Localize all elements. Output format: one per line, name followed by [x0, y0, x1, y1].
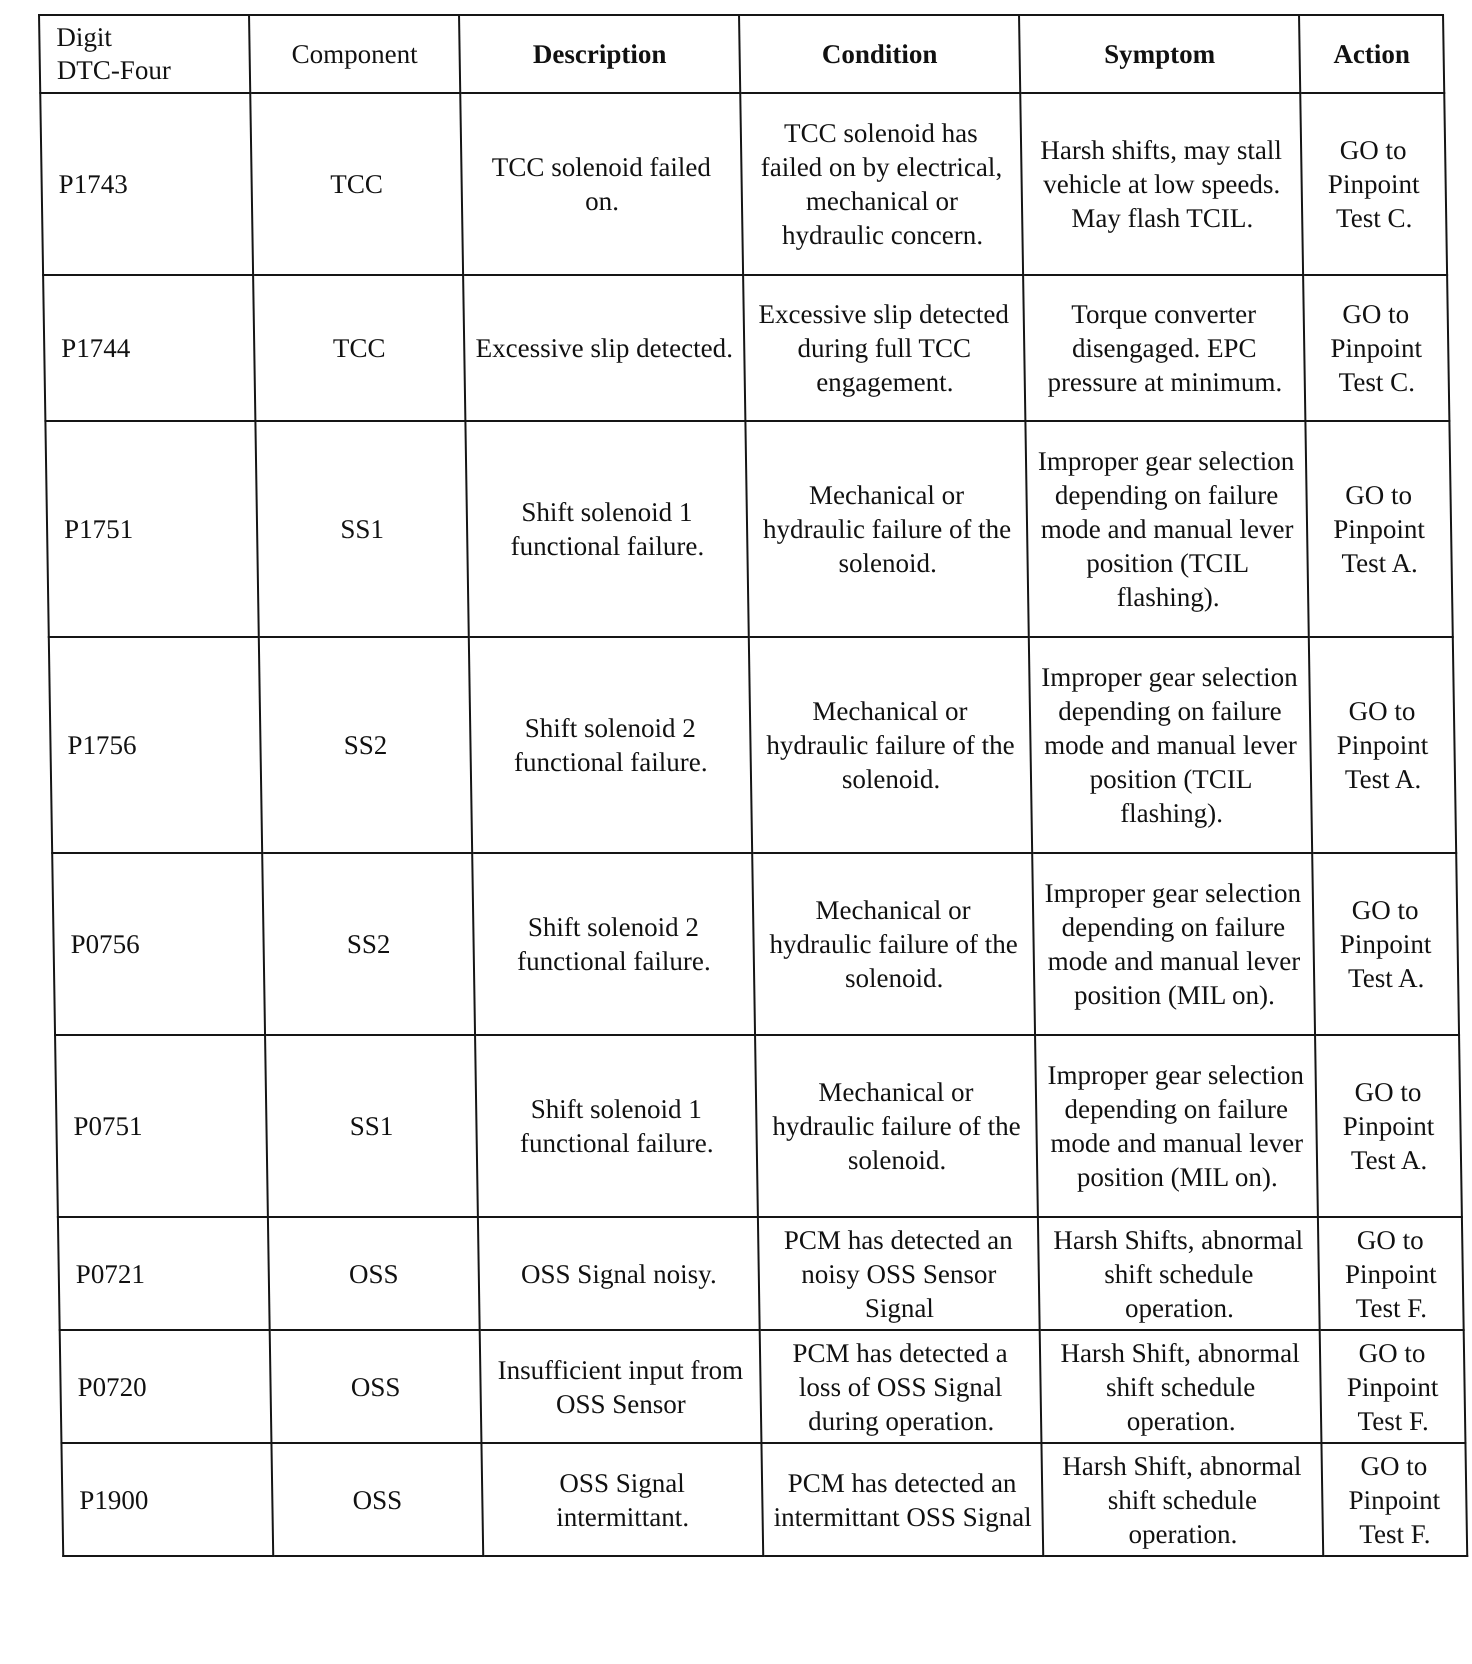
table-row — [52, 853, 1459, 1035]
table-row — [45, 421, 1452, 637]
header-description: Description — [459, 15, 740, 93]
table-row — [55, 1035, 1462, 1217]
cell-component: SS2 — [262, 853, 475, 1035]
cell-condition: Excessive slip detected during full TCC engagement. — [743, 275, 1025, 421]
cell-symptom: Harsh Shift, abnormal shift schedule operation. — [1040, 1330, 1322, 1443]
dtc-table — [38, 14, 1468, 1557]
header-dtc-code — [39, 15, 250, 93]
cell-condition: TCC solenoid has failed on by electrical, mechanical or hydraulic concern. — [740, 93, 1023, 275]
cell-condition: Mechanical or hydraulic failure of the solenoid. — [752, 853, 1035, 1035]
cell-dtc-code: P1756 — [49, 637, 262, 853]
cell-dtc-code: P0721 — [58, 1217, 270, 1330]
cell-dtc-code: P0720 — [60, 1330, 272, 1443]
cell-component: OSS — [270, 1330, 482, 1443]
cell-symptom: Improper gear selection depending on failure mode and manual lever position (TCIL flashing). — [1029, 637, 1312, 853]
cell-component: SS1 — [255, 421, 468, 637]
cell-condition: PCM has detected an noisy OSS Sensor Signal — [758, 1217, 1040, 1330]
cell-component: OSS — [268, 1217, 480, 1330]
cell-action: GO to Pinpoint Test C. — [1303, 275, 1449, 421]
cell-dtc-code: P0756 — [52, 853, 265, 1035]
cell-description: Excessive slip detected. — [463, 275, 745, 421]
cell-action: GO to Pinpoint Test A. — [1309, 637, 1456, 853]
cell-dtc-code: P0751 — [55, 1035, 268, 1217]
cell-condition: Mechanical or hydraulic failure of the solenoid. — [745, 421, 1028, 637]
cell-component: OSS — [271, 1443, 483, 1556]
header-dtc-code-line2: DTC-Four — [56, 55, 172, 85]
cell-description: Shift solenoid 2 functional failure. — [469, 637, 752, 853]
cell-component: SS1 — [265, 1035, 478, 1217]
cell-description: OSS Signal noisy. — [478, 1217, 760, 1330]
cell-description: Shift solenoid 1 functional failure. — [465, 421, 748, 637]
cell-dtc-code: P1900 — [61, 1443, 273, 1556]
table-row — [61, 1443, 1467, 1556]
cell-dtc-code: P1744 — [43, 275, 255, 421]
table-header-row — [39, 15, 1444, 93]
cell-component: TCC — [250, 93, 463, 275]
cell-action: GO to Pinpoint Test A. — [1315, 1035, 1462, 1217]
cell-component: TCC — [253, 275, 465, 421]
cell-condition: Mechanical or hydraulic failure of the solenoid. — [749, 637, 1032, 853]
header-dtc-code-line1: Digit — [56, 22, 113, 52]
cell-condition: Mechanical or hydraulic failure of the solenoid. — [755, 1035, 1038, 1217]
cell-condition: PCM has detected a loss of OSS Signal during operation. — [760, 1330, 1042, 1443]
cell-symptom: Improper gear selection depending on failure mode and manual lever position (MIL on). — [1032, 853, 1315, 1035]
table-row — [58, 1217, 1464, 1330]
cell-symptom: Improper gear selection depending on failure mode and manual lever position (MIL on). — [1035, 1035, 1318, 1217]
cell-action: GO to Pinpoint Test C. — [1300, 93, 1447, 275]
cell-dtc-code: P1751 — [45, 421, 258, 637]
cell-dtc-code: P1743 — [40, 93, 253, 275]
cell-condition: PCM has detected an intermittant OSS Signal — [761, 1443, 1043, 1556]
cell-action: GO to Pinpoint Test F. — [1318, 1217, 1464, 1330]
header-action: Action — [1299, 15, 1444, 93]
table-row — [40, 93, 1447, 275]
cell-component: SS2 — [259, 637, 472, 853]
cell-symptom: Harsh shifts, may stall vehicle at low speeds. May flash TCIL. — [1020, 93, 1303, 275]
cell-action: GO to Pinpoint Test A. — [1312, 853, 1459, 1035]
cell-symptom: Improper gear selection depending on failure mode and manual lever position (TCIL flashing). — [1025, 421, 1308, 637]
cell-symptom: Torque converter disengaged. EPC pressure at minimum. — [1023, 275, 1305, 421]
cell-description: Insufficient input from OSS Sensor — [480, 1330, 762, 1443]
header-condition: Condition — [739, 15, 1020, 93]
cell-description: TCC solenoid failed on. — [460, 93, 743, 275]
cell-action: GO to Pinpoint Test A. — [1305, 421, 1452, 637]
header-component: Component — [249, 15, 460, 93]
cell-action: GO to Pinpoint Test F. — [1320, 1330, 1466, 1443]
cell-symptom: Harsh Shifts, abnormal shift schedule operation. — [1038, 1217, 1320, 1330]
table-row — [43, 275, 1449, 421]
header-symptom: Symptom — [1019, 15, 1300, 93]
table-row — [49, 637, 1456, 853]
cell-symptom: Harsh Shift, abnormal shift schedule operation. — [1041, 1443, 1323, 1556]
cell-description: OSS Signal intermittant. — [481, 1443, 763, 1556]
table-row — [60, 1330, 1466, 1443]
cell-description: Shift solenoid 1 functional failure. — [475, 1035, 758, 1217]
cell-action: GO to Pinpoint Test F. — [1321, 1443, 1467, 1556]
cell-description: Shift solenoid 2 functional failure. — [472, 853, 755, 1035]
